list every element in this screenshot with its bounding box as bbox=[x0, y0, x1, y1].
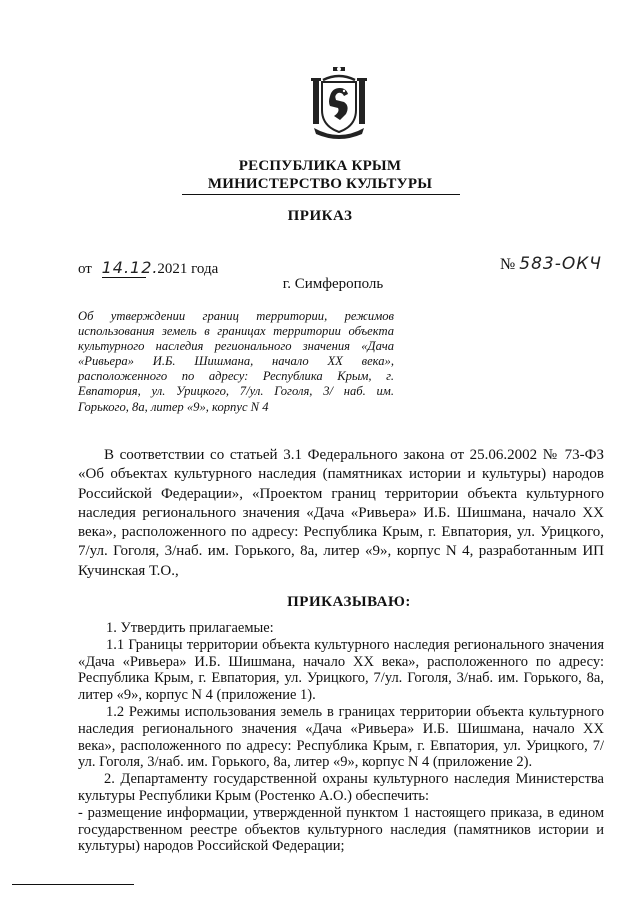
item-1-2: 1.2 Режимы использования земель в границах территории объекта культурного наследия регионального значения «Дача «Ривьера» И.Б. Шишмана, начало XX века», расположенного по адресу: Республика Крым, г. Евпатория, ул. Урицкого, 7/ул. Гоголя, 3/наб. им. Горького, 8а, литер «9», корпус N 4 (приложение 2). bbox=[78, 703, 604, 771]
item-1: 1. Утвердить прилагаемые: bbox=[106, 620, 274, 636]
order-subject: Об утверждении границ территории, режимов использования земель в границах территории объекта культурного наследия регионального значения «Дача «Ривьера» И.Б. Шишмана, начало XX века», расположенного по адресу: Республика Крым, г. Евпатория, ул. Урицкого, 7/ул. Гоголя, 3/ наб. им. Горького, 8а, литер «9», корпус N 4 bbox=[78, 309, 394, 414]
footnote-divider bbox=[12, 884, 134, 885]
preamble-paragraph: В соответствии со статьей 3.1 Федерального закона от 25.06.2002 № 73-ФЗ «Об объектах культурного наследия (памятниках истории и культуры) народов Российской Федерации», «Проектом границ территории объекта культурного наследия регионального значения «Дача «Ривьера» И.Б. Шишмана, начало XX века», расположенного по адресу: Республика Крым, г. Евпатория, ул. Урицкого, 7/ул. Гоголя, 3/наб. им. Горького, 8а, литер «9», корпус N 4, разработанным ИП Кучинская Т.О., bbox=[78, 447, 604, 579]
item-1-1: 1.1 Границы территории объекта культурного наследия регионального значения «Дача «Ривьера» И.Б. Шишмана, начало XX века», расположенного по адресу: Республика Крым, г. Евпатория, ул. Урицкого, 7/ул. Гоголя, 3/наб. им. Горького, 8а, литер «9», корпус N 4 (приложение 1). bbox=[78, 636, 604, 704]
item-2-a: - размещение информации, утвержденной пунктом 1 настоящего приказа, в едином государственном реестре объектов культурного наследия (памятников истории и культуры) народов Российской Федерации; bbox=[78, 804, 604, 855]
document-title: ПРИКАЗ bbox=[287, 208, 353, 224]
date-year: 2021 года bbox=[157, 261, 219, 277]
number-prefix: № bbox=[500, 256, 516, 273]
city: г. Симферополь bbox=[282, 276, 384, 292]
number-handwritten: 583-ОКЧ bbox=[519, 254, 602, 274]
header-divider bbox=[182, 194, 460, 195]
order-items bbox=[78, 620, 604, 855]
date-line bbox=[78, 258, 218, 278]
order-heading: ПРИКАЗЫВАЮ: bbox=[287, 594, 411, 610]
date-handwritten: 14.12. bbox=[101, 258, 159, 277]
item-2: 2. Департаменту государственной охраны культурного наследия Министерства культуры Республики Крым (Ростенко А.О.) обеспечить: bbox=[78, 771, 604, 804]
coat-of-arms-icon bbox=[310, 66, 368, 140]
order-number bbox=[500, 254, 602, 274]
date-prefix: от bbox=[78, 261, 92, 277]
org-name-line2: МИНИСТЕРСТВО КУЛЬТУРЫ bbox=[207, 176, 433, 192]
org-name-line1: РЕСПУБЛИКА КРЫМ bbox=[238, 158, 402, 174]
